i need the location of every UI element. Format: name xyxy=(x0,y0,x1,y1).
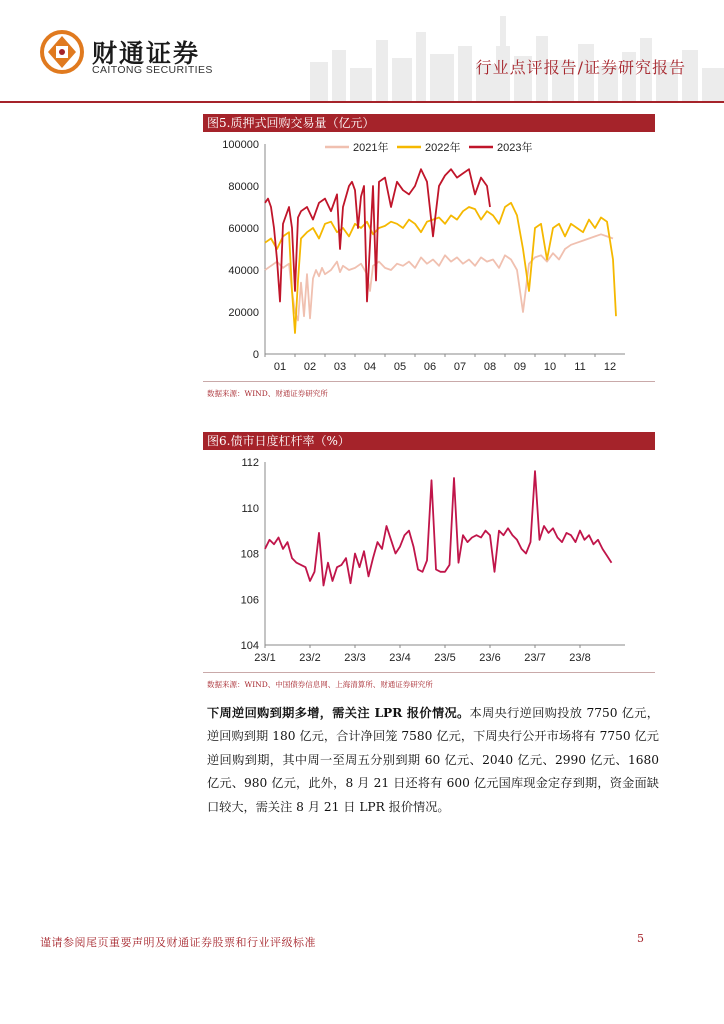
x-tick-label: 09 xyxy=(513,361,527,373)
x-tick-label: 23/5 xyxy=(434,652,456,664)
body-paragraph xyxy=(207,702,659,819)
x-tick-label: 23/2 xyxy=(299,652,321,664)
y-tick-label: 40000 xyxy=(228,265,259,277)
x-tick-label: 07 xyxy=(453,361,467,373)
legend-label-3: 2023年 xyxy=(497,142,533,154)
x-tick-label: 23/3 xyxy=(344,652,366,664)
x-tick-label: 05 xyxy=(393,361,407,373)
brand-name-cn: 财通证券 xyxy=(92,39,201,68)
y-tick-label: 104 xyxy=(240,640,259,652)
page-number: 5 xyxy=(637,932,644,945)
figure6-divider xyxy=(203,672,655,673)
body-text: 本周央行逆回购投放 7750 亿元，逆回购到期 180 亿元，合计净回笼 7580 亿元，下周央行公开市场将有 7750 亿元逆回购到期，其中周一至周五分别到期 60 亿元、2040 亿元、2990 亿元、1680 亿元、980 亿元，此外，8 月 21 日还将有 600 亿元国库现金定存到期，资金面缺口较大，需关注 8 月 21 日 LPR 报价情况。 xyxy=(207,706,659,814)
x-tick-label: 03 xyxy=(333,361,347,373)
y-tick-label: 100000 xyxy=(222,139,259,151)
x-tick-label: 12 xyxy=(603,361,617,373)
bond-leverage-chart xyxy=(203,452,655,670)
x-tick-label: 04 xyxy=(363,361,377,373)
body-headline: 下周逆回购到期多增，需关注 LPR 报价情况。 xyxy=(207,706,470,720)
series-line-1 xyxy=(265,234,613,320)
series-line-2 xyxy=(265,203,616,333)
x-tick-label: 08 xyxy=(483,361,497,373)
x-tick-label: 06 xyxy=(423,361,437,373)
report-type: 行业点评报告/证券研究报告 xyxy=(475,58,686,77)
x-tick-label: 23/6 xyxy=(479,652,501,664)
y-tick-label: 108 xyxy=(240,548,259,561)
legend-label-2: 2022年 xyxy=(425,142,461,154)
x-tick-label: 23/1 xyxy=(254,652,276,664)
y-tick-label: 106 xyxy=(240,594,259,607)
x-tick-label: 02 xyxy=(303,361,317,373)
figure6-title: 图6.债市日度杠杆率（%） xyxy=(203,432,655,450)
figure5-source: 数据来源：WIND、财通证券研究所 xyxy=(207,389,328,398)
repo-volume-chart xyxy=(203,134,655,380)
legend-label-1: 2021年 xyxy=(353,142,389,154)
figure5-title: 图5.质押式回购交易量（亿元） xyxy=(203,114,655,132)
figure5-divider xyxy=(203,381,655,382)
y-tick-label: 0 xyxy=(252,349,259,361)
header-divider xyxy=(0,101,724,103)
brand-name-en: CAITONG SECURITIES xyxy=(92,64,213,76)
y-tick-label: 60000 xyxy=(228,223,259,235)
y-tick-label: 80000 xyxy=(228,181,259,193)
x-tick-label: 23/8 xyxy=(569,652,591,664)
series-line-1 xyxy=(265,471,612,585)
x-tick-label: 11 xyxy=(574,361,586,373)
page-header xyxy=(0,0,724,104)
caitong-logo xyxy=(40,30,84,74)
y-tick-label: 110 xyxy=(241,502,259,515)
figure6-source: 数据来源：WIND、中国债券信息网、上海清算所、财通证券研究所 xyxy=(207,680,433,689)
y-tick-label: 112 xyxy=(241,457,259,469)
footer-disclaimer: 谨请参阅尾页重要声明及财通证券股票和行业评级标准 xyxy=(40,936,316,949)
x-tick-label: 10 xyxy=(543,361,557,373)
x-tick-label: 23/7 xyxy=(524,652,546,664)
x-tick-label: 01 xyxy=(273,361,287,373)
x-tick-label: 23/4 xyxy=(389,652,411,664)
y-tick-label: 20000 xyxy=(228,307,259,319)
